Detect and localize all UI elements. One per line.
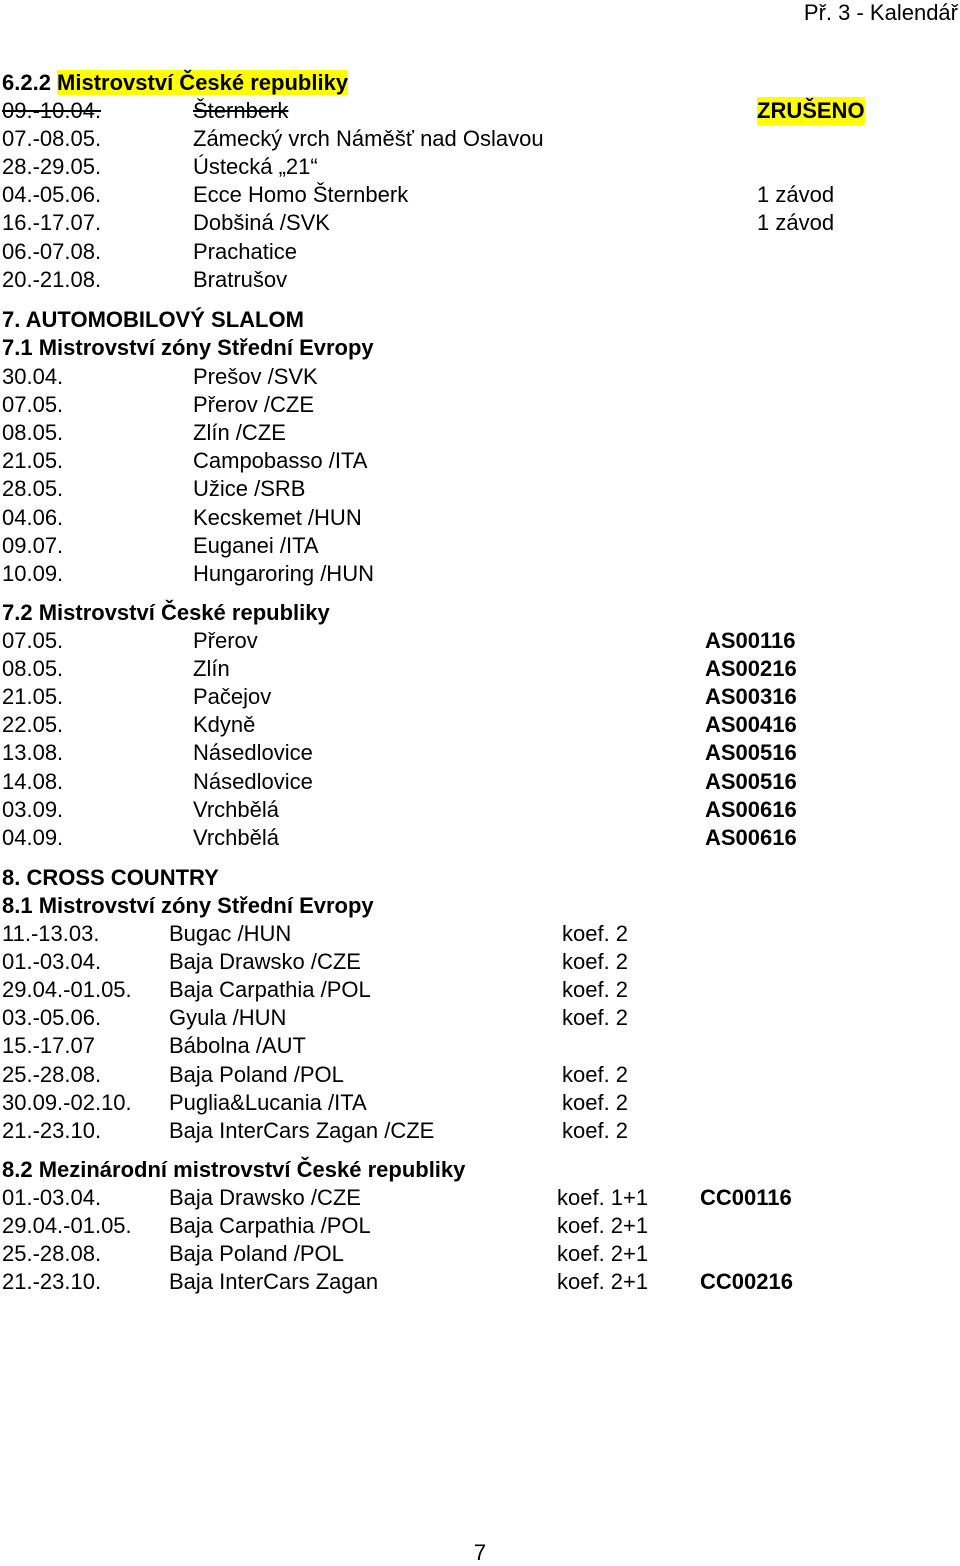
event-code: AS00516 xyxy=(705,768,797,794)
event-place: Bábolna /AUT xyxy=(169,1033,306,1059)
table-row xyxy=(0,768,960,796)
section-6-2-2-number: 6.2.2 xyxy=(2,70,58,95)
event-date: 09.-10.04. xyxy=(2,98,102,123)
event-place: Šternberk xyxy=(193,98,289,123)
event-date: 08.05. xyxy=(2,420,64,446)
table-row xyxy=(0,238,960,266)
event-code: AS00616 xyxy=(705,824,797,850)
table-row xyxy=(0,1117,960,1145)
table-row xyxy=(0,1061,960,1089)
page-header: Př. 3 - Kalendář xyxy=(803,0,958,25)
table-row xyxy=(0,447,960,475)
event-coefficient: koef. 2 xyxy=(562,1089,629,1115)
table-row xyxy=(0,475,960,503)
event-place: Vrchbělá xyxy=(193,824,280,850)
event-place: Násedlovice xyxy=(193,768,313,794)
event-place: Baja Carpathia /POL xyxy=(169,1213,371,1239)
table-row xyxy=(0,153,960,181)
table-row xyxy=(0,181,960,209)
event-note: 1 závod xyxy=(757,182,835,208)
event-date: 21.-23.10. xyxy=(2,1117,102,1143)
event-coefficient: koef. 2+1 xyxy=(557,1241,649,1267)
table-row xyxy=(0,1240,960,1268)
table-row xyxy=(0,1268,960,1296)
event-date: 16.-17.07. xyxy=(2,210,102,236)
event-coefficient: koef. 2 xyxy=(562,921,629,946)
section-7-title: 7. AUTOMOBILOVÝ SLALOM xyxy=(2,307,304,332)
event-date: 28.-29.05. xyxy=(2,154,102,180)
event-coefficient: koef. 1+1 xyxy=(557,1185,649,1210)
event-place: Ecce Homo Šternberk xyxy=(193,182,409,208)
table-row xyxy=(0,824,960,852)
table-row xyxy=(0,1212,960,1240)
event-place: Hungaroring /HUN xyxy=(193,560,374,586)
table-row xyxy=(0,266,960,294)
event-date: 01.-03.04. xyxy=(2,1185,102,1210)
table-row xyxy=(0,711,960,739)
event-place: Puglia&Lucania /ITA xyxy=(169,1089,367,1115)
table-row xyxy=(0,1089,960,1117)
event-date: 13.08. xyxy=(2,740,64,766)
event-date: 07.-08.05. xyxy=(2,126,102,152)
event-note: 1 závod xyxy=(757,210,835,236)
event-code: AS00116 xyxy=(705,628,796,653)
table-row xyxy=(0,1004,960,1032)
event-date: 04.06. xyxy=(2,504,64,530)
page-number: 7 xyxy=(473,1540,487,1565)
table-row xyxy=(0,532,960,560)
event-place: Baja Poland /POL xyxy=(169,1061,344,1087)
section-7-1-title: 7.1 Mistrovství zóny Střední Evropy xyxy=(2,335,374,360)
table-row xyxy=(0,391,960,419)
table-row xyxy=(0,976,960,1004)
event-place: Bratrušov xyxy=(193,266,288,292)
event-date: 25.-28.08. xyxy=(2,1061,102,1087)
event-place: Baja Poland /POL xyxy=(169,1241,344,1267)
section-6-2-2-title-highlight: Mistrovství České republiky xyxy=(57,70,349,95)
event-place: Zámecký vrch Náměšť nad Oslavou xyxy=(193,126,544,152)
event-place: Dobšiná /SVK xyxy=(193,210,330,236)
event-place: Euganei /ITA xyxy=(193,532,319,558)
table-row xyxy=(0,920,960,948)
table-row xyxy=(0,1184,960,1212)
event-place: Baja InterCars Zagan xyxy=(169,1269,379,1295)
event-place: Baja InterCars Zagan /CZE xyxy=(169,1117,435,1143)
event-date: 21.05. xyxy=(2,684,64,710)
event-date: 04.-05.06. xyxy=(2,182,102,208)
event-date: 11.-13.03. xyxy=(2,921,100,946)
event-place: Gyula /HUN xyxy=(169,1005,287,1031)
event-code: AS00416 xyxy=(705,712,797,738)
event-place: Kecskemet /HUN xyxy=(193,504,362,530)
event-date: 30.09.-02.10. xyxy=(2,1089,132,1115)
event-coefficient: koef. 2 xyxy=(562,1117,629,1143)
event-date: 03.-05.06. xyxy=(2,1005,102,1031)
table-row xyxy=(0,209,960,237)
table-row xyxy=(0,125,960,153)
event-place: Zlín xyxy=(193,656,230,682)
event-place: Přerov xyxy=(193,628,258,653)
event-place: Baja Carpathia /POL xyxy=(169,977,371,1003)
event-date: 06.-07.08. xyxy=(2,238,102,264)
event-date: 28.05. xyxy=(2,476,64,502)
event-date: 25.-28.08. xyxy=(2,1241,102,1267)
event-place: Přerov /CZE xyxy=(193,392,315,418)
event-coefficient: koef. 2 xyxy=(562,1005,629,1031)
event-place: Prachatice xyxy=(193,238,297,264)
section-8-1-title: 8.1 Mistrovství zóny Střední Evropy xyxy=(2,893,374,918)
event-coefficient: koef. 2 xyxy=(562,977,629,1003)
event-place: Kdyně xyxy=(193,712,256,738)
event-date: 20.-21.08. xyxy=(2,266,102,292)
event-date: 15.-17.07 xyxy=(2,1033,95,1059)
table-row xyxy=(0,683,960,711)
event-code: CC00116 xyxy=(700,1185,792,1210)
event-place: Ústecká „21“ xyxy=(193,154,318,180)
event-place: Pačejov xyxy=(193,684,272,710)
table-row xyxy=(0,796,960,824)
event-date: 21.05. xyxy=(2,448,64,474)
event-place: Bugac /HUN xyxy=(169,921,292,946)
event-date: 22.05. xyxy=(2,712,64,738)
event-code: AS00516 xyxy=(705,740,797,766)
table-row xyxy=(0,1032,960,1060)
table-row xyxy=(0,504,960,532)
event-place: Baja Drawsko /CZE xyxy=(169,1185,361,1210)
event-coefficient: koef. 2 xyxy=(562,949,629,975)
event-place: Campobasso /ITA xyxy=(193,448,368,474)
event-code: AS00216 xyxy=(705,656,797,682)
event-place: Zlín /CZE xyxy=(193,420,286,446)
event-code: AS00616 xyxy=(705,796,797,822)
table-row xyxy=(0,948,960,976)
section-7-2-title: 7.2 Mistrovství České republiky xyxy=(2,600,330,625)
table-row xyxy=(0,627,960,655)
event-date: 30.04. xyxy=(2,364,64,389)
table-row xyxy=(0,363,960,391)
event-place: Užice /SRB xyxy=(193,476,306,502)
event-date: 10.09. xyxy=(2,560,64,586)
event-date: 09.07. xyxy=(2,532,64,558)
table-row xyxy=(0,419,960,447)
event-date: 21.-23.10. xyxy=(2,1269,102,1295)
event-code: AS00316 xyxy=(705,684,797,710)
event-date: 29.04.-01.05. xyxy=(2,1213,132,1239)
cancelled-badge: ZRUŠENO xyxy=(757,98,865,123)
table-row xyxy=(0,655,960,683)
event-coefficient: koef. 2 xyxy=(562,1061,629,1087)
event-place: Násedlovice xyxy=(193,740,313,766)
event-coefficient: koef. 2+1 xyxy=(557,1213,649,1239)
event-date: 14.08. xyxy=(2,768,64,794)
event-date: 07.05. xyxy=(2,628,64,653)
section-6-2-2-title xyxy=(2,70,348,96)
table-row xyxy=(0,739,960,767)
event-place: Vrchbělá xyxy=(193,796,280,822)
event-date: 04.09. xyxy=(2,824,64,850)
event-date: 08.05. xyxy=(2,656,64,682)
event-place: Baja Drawsko /CZE xyxy=(169,949,361,975)
event-place: Prešov /SVK xyxy=(193,364,318,389)
event-code: CC00216 xyxy=(700,1269,793,1295)
table-row xyxy=(0,97,960,125)
section-8-2-title: 8.2 Mezinárodní mistrovství České republiky xyxy=(2,1157,466,1182)
event-date: 03.09. xyxy=(2,796,64,822)
table-row xyxy=(0,560,960,588)
event-coefficient: koef. 2+1 xyxy=(557,1269,649,1295)
event-date: 01.-03.04. xyxy=(2,949,102,975)
event-date: 07.05. xyxy=(2,392,64,418)
event-date: 29.04.-01.05. xyxy=(2,977,132,1003)
section-8-title: 8. CROSS COUNTRY xyxy=(2,865,219,890)
